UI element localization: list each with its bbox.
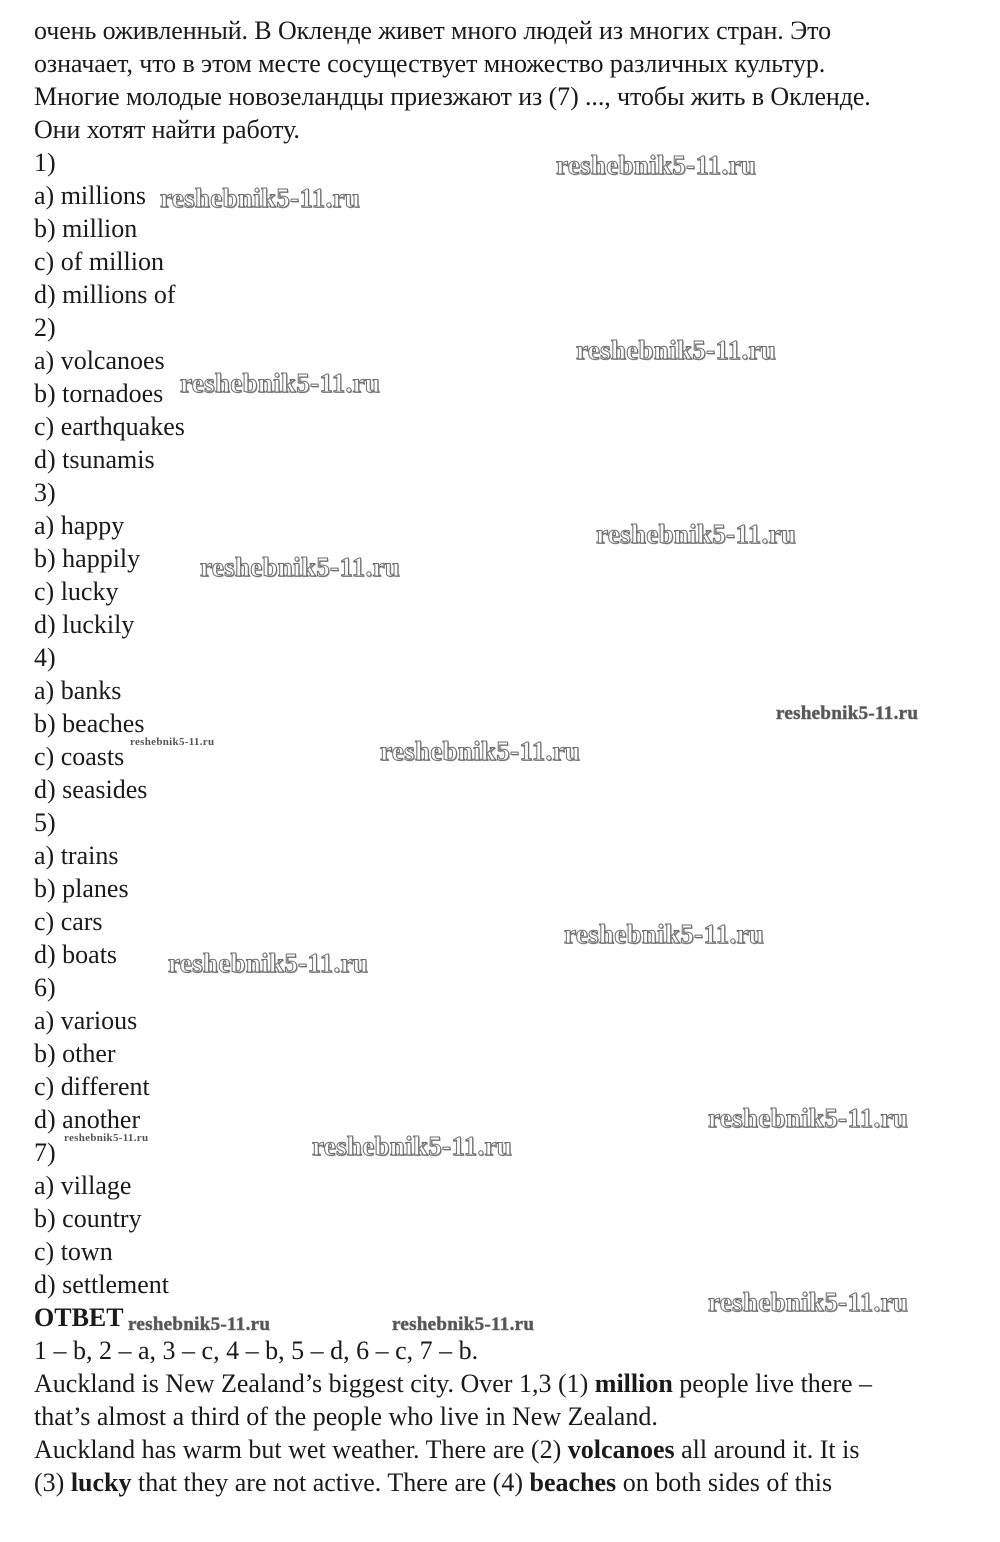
intro-line: очень оживленный. В Окленде живет много людей из многих стран. Это — [34, 16, 831, 45]
answer-heading: ОТВЕТ — [34, 1303, 124, 1332]
text-run: that they are not active. There are (4) — [131, 1468, 530, 1497]
option: b) happily — [34, 544, 141, 573]
watermark: reshebnik5-11.ru — [564, 919, 765, 949]
question-number: 4) — [34, 643, 56, 672]
text-run: (3) — [34, 1468, 71, 1497]
answer-word: volcanoes — [567, 1435, 675, 1464]
watermark: reshebnik5-11.ru — [576, 335, 777, 365]
option: a) trains — [34, 841, 119, 870]
intro-line: Многие молодые новозеландцы приезжают из (7) ..., чтобы жить в Окленде. — [34, 82, 871, 111]
watermark: reshebnik5-11.ru — [556, 150, 757, 180]
watermark: reshebnik5-11.ru — [708, 1103, 909, 1133]
watermark: reshebnik5-11.ru — [180, 368, 381, 398]
answer-text-line: that’s almost a third of the people who live in New Zealand. — [34, 1402, 658, 1431]
watermark: reshebnik5-11.ru — [596, 519, 797, 549]
watermark: reshebnik5-11.ru — [128, 1314, 271, 1335]
intro-paragraph — [34, 14, 994, 146]
answer-word: million — [594, 1369, 673, 1398]
option: d) luckily — [34, 610, 135, 639]
option: c) town — [34, 1237, 113, 1266]
watermark: reshebnik5-11.ru — [708, 1287, 909, 1317]
intro-line: Они хотят найти работу. — [34, 115, 300, 144]
option: c) different — [34, 1072, 150, 1101]
question-number: 5) — [34, 808, 56, 837]
watermark: reshebnik5-11.ru — [200, 552, 401, 582]
option: b) tornadoes — [34, 379, 164, 408]
text-run: Auckland is New Zealand’s biggest city. Over 1,3 (1) — [34, 1369, 595, 1398]
option: a) banks — [34, 676, 122, 705]
answer-text-line — [34, 1433, 994, 1466]
question-5 — [34, 806, 994, 971]
option: c) lucky — [34, 577, 119, 606]
watermark: reshebnik5-11.ru — [392, 1314, 535, 1335]
text-run: all around it. It is — [674, 1435, 860, 1464]
option: d) seasides — [34, 775, 148, 804]
question-number: 2) — [34, 313, 56, 342]
answer-text-line — [34, 1466, 994, 1499]
option: a) happy — [34, 511, 125, 540]
option: d) boats — [34, 940, 118, 969]
option: a) millions — [34, 181, 146, 210]
option: a) village — [34, 1171, 132, 1200]
option: a) various — [34, 1006, 138, 1035]
question-number: 1) — [34, 148, 56, 177]
option: c) of million — [34, 247, 164, 276]
option: b) planes — [34, 874, 129, 903]
question-1 — [34, 146, 994, 311]
intro-line: означает, что в этом месте сосуществует множество различных культур. — [34, 49, 826, 78]
answer-word: lucky — [70, 1468, 132, 1497]
option: b) beaches — [34, 709, 145, 738]
option: d) millions of — [34, 280, 176, 309]
text-run: Auckland has warm but wet weather. There are (2) — [34, 1435, 568, 1464]
watermark: reshebnik5-11.ru — [380, 736, 581, 766]
option: a) volcanoes — [34, 346, 165, 375]
option: b) million — [34, 214, 138, 243]
question-number: 6) — [34, 973, 56, 1002]
question-7 — [34, 1136, 994, 1301]
answer-key: 1 – b, 2 – a, 3 – c, 4 – b, 5 – d, 6 – c, 7 – b. — [34, 1336, 479, 1365]
text-run: on both sides of this — [616, 1468, 833, 1497]
question-number: 7) — [34, 1138, 56, 1167]
option: d) settlement — [34, 1270, 170, 1299]
option: c) earthquakes — [34, 412, 185, 441]
watermark: reshebnik5-11.ru — [168, 948, 369, 978]
question-number: 3) — [34, 478, 56, 507]
watermark: reshebnik5-11.ru — [312, 1131, 513, 1161]
question-2 — [34, 311, 994, 476]
option: c) cars — [34, 907, 103, 936]
answer-text-line — [34, 1367, 994, 1400]
option: d) tsunamis — [34, 445, 155, 474]
watermark: reshebnik5-11.ru — [64, 1132, 149, 1144]
watermark: reshebnik5-11.ru — [160, 183, 361, 213]
question-3 — [34, 476, 994, 641]
answer-word: beaches — [529, 1468, 617, 1497]
text-run: people live there – — [672, 1369, 873, 1398]
option: c) coasts — [34, 742, 125, 771]
watermark: reshebnik5-11.ru — [776, 703, 919, 724]
watermark: reshebnik5-11.ru — [130, 736, 215, 748]
option: b) country — [34, 1204, 142, 1233]
option: b) other — [34, 1039, 116, 1068]
option: d) another — [34, 1105, 141, 1134]
